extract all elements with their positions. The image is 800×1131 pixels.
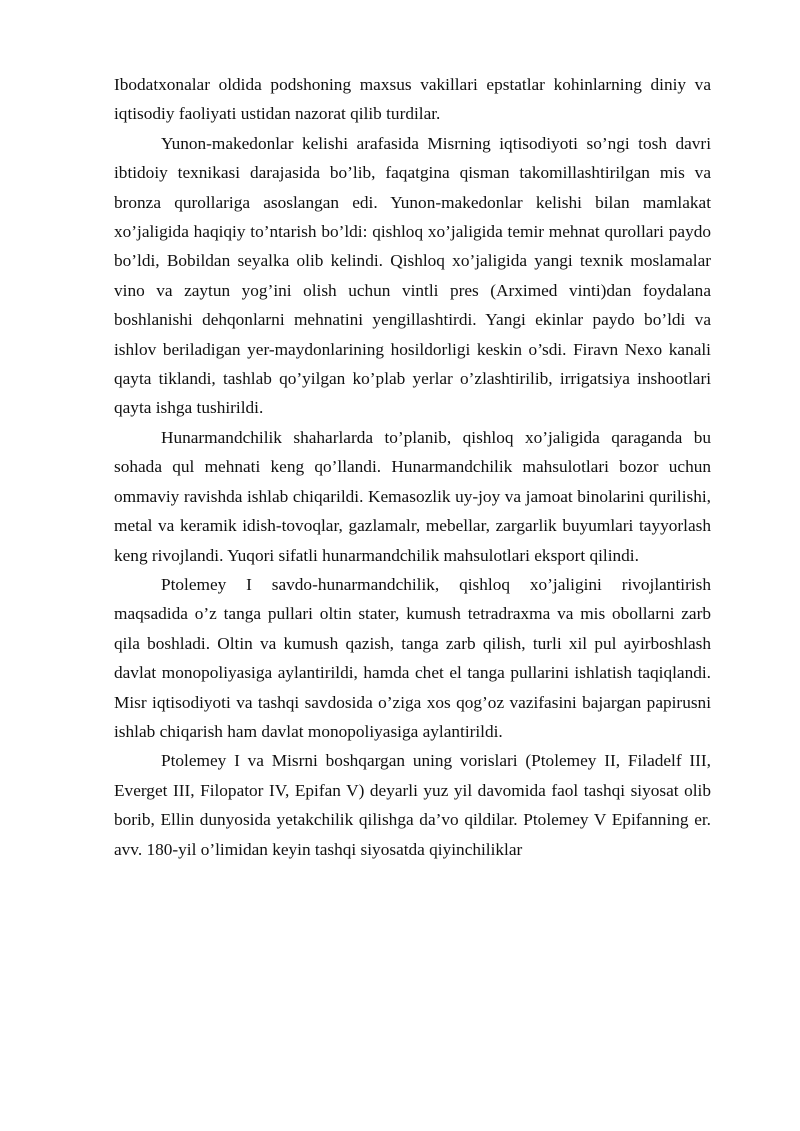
paragraph-1: Ibodatxonalar oldida podshoning maxsus vakillari epstatlar kohinlarning diniy va iqtisodiy faoliyati ustidan nazorat qilib turdilar. — [114, 75, 711, 124]
paragraph-5: Ptolemey I va Misrni boshqargan uning vorislari (Ptolemey II, Filadelf III, Everget III, Filopator IV, Epifan V) deyarli yuz yil davomida faol tashqi siyosat olib borib, Ellin dunyosida yetakchilik qilishga da’vo qildilar. Ptolemey V Epifanning er. avv. 180-yil o’limidan keyin tashqi siyosatda qiyinchiliklar — [114, 751, 711, 859]
document-page — [114, 70, 711, 864]
paragraph-3: Hunarmandchilik shaharlarda to’planib, qishloq xo’jaligida qaraganda bu sohada qul mehnati keng qo’llandi. Hunarmandchilik mahsulotlari bozor uchun ommaviy ravishda ishlab chiqarildi. Kemasozlik uy-joy va jamoat binolarini qurilishi, metal va keramik idish-tovoqlar, gazlamalr, mebellar, zargarlik buyumlari tayyorlash keng rivojlandi. Yuqori sifatli hunarmandchilik mahsulotlari eksport qilindi. — [114, 427, 711, 565]
paragraph-4: Ptolemey I savdo-hunarmandchilik, qishloq xo’jaligini rivojlantirish maqsadida o’z tanga pullari oltin stater, kumush tetradraxma va mis obollarni zarb qila boshladi. Oltin va kumush qazish, tanga zarb qilish, turli xil pul ayirboshlash davlat monopoliyasiga aylantirildi, hamda chet el tanga pullarini ishlatish taqiqlandi. Misr iqtisodiyoti va tashqi savdosida o’ziga xos qog’oz vazifasini bajargan papirusni ishlab chiqarish ham davlat monopoliyasiga aylantirildi. — [114, 574, 711, 741]
paragraph-2: Yunon-makedonlar kelishi arafasida Misrning iqtisodiyoti so’ngi tosh davri ibtidoiy texnikasi darajasida bo’lib, faqatgina qisman takomillashtirilgan mis va bronza qurollariga asoslangan edi. Yunon-makedonlar kelishi bilan mamlakat xo’jaligida haqiqiy to’ntarish bo’ldi: qishloq xo’jaligida temir mehnat qurollari paydo bo’ldi, Bobildan seyalka olib kelindi. Qishloq xo’jaligida yangi texnik moslamalar vino va zaytun yog’ini olish uchun vintli pres (Arximed vinti)dan foydalana boshlanishi dehqonlarni mehnatini yengillashtirdi. Yangi ekinlar paydo bo’ldi va ishlov beriladigan yer-maydonlarining hosildorligi keskin o’sdi. Firavn Nexo kanali qayta tiklandi, tashlab qo’yilgan ko’plab yerlar o’zlashtirilib, irrigatsiya inshootlari qayta ishga tushirildi. — [114, 133, 711, 418]
